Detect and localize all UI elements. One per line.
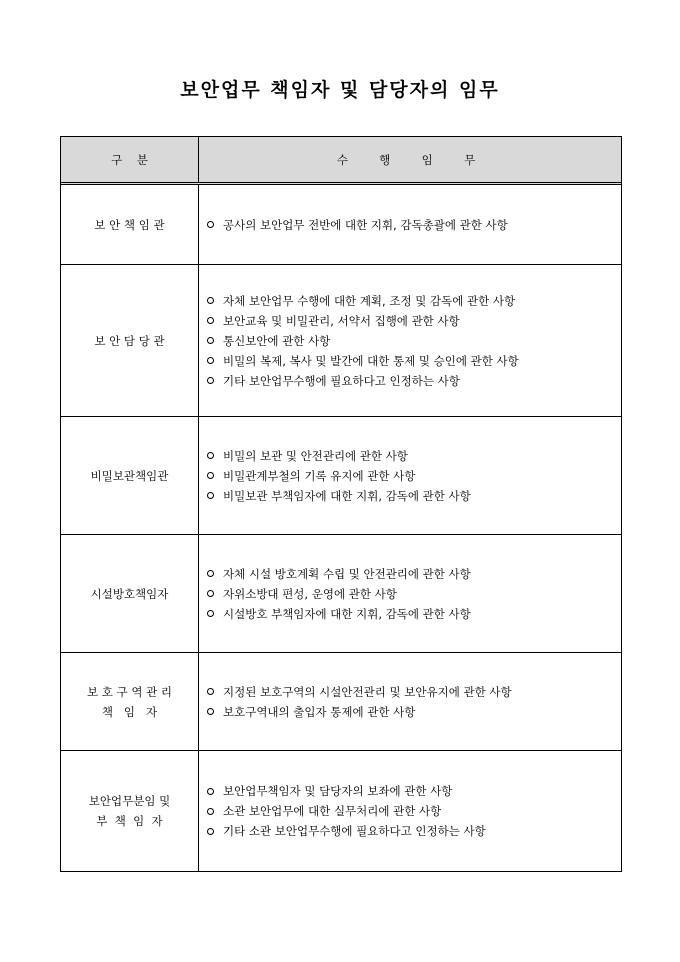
duty-item [207, 331, 621, 351]
row-duties [199, 751, 621, 871]
duty-text: 기타 소관 보안업무수행에 필요하다고 인정하는 사항 [223, 824, 486, 838]
duty-text: 지정된 보호구역의 시설안전관리 및 보안유지에 관한 사항 [223, 684, 512, 699]
circle-bullet-icon [207, 357, 214, 364]
row-category-label: 보안업무분임 및 [88, 794, 171, 808]
duty-item [207, 291, 621, 311]
duty-item [207, 215, 621, 235]
duty-item [207, 604, 621, 624]
circle-bullet-icon [207, 317, 214, 324]
row-category [61, 653, 199, 750]
row-duties [199, 653, 621, 750]
row-category [61, 535, 199, 652]
duty-text: 통신보안에 관한 사항 [223, 333, 331, 348]
row-category [61, 185, 199, 264]
circle-bullet-icon [207, 788, 214, 795]
header-duty-label: 수 행 임 무 [336, 152, 484, 167]
row-duties [199, 185, 621, 264]
table-row [61, 265, 621, 417]
row-category-label: 비밀보관책임관 [90, 468, 169, 483]
duty-item [207, 781, 621, 801]
row-category [61, 751, 199, 871]
row-category-label: 책 임 자 [101, 704, 158, 719]
duty-item [207, 702, 621, 722]
duty-item [207, 446, 621, 466]
duty-text: 보안교육 및 비밀관리, 서약서 집행에 관한 사항 [223, 313, 460, 328]
table-row [61, 535, 621, 653]
row-category-lines [91, 584, 169, 604]
table-row [61, 417, 621, 535]
table-row [61, 185, 621, 265]
row-category-lines [91, 466, 169, 486]
duty-item [207, 466, 621, 486]
row-category-lines [89, 791, 170, 831]
duty-item [207, 564, 621, 584]
row-category-label: 부 책 임 자 [96, 814, 163, 828]
circle-bullet-icon [207, 221, 214, 228]
duty-table [60, 136, 622, 872]
header-category [61, 137, 199, 182]
circle-bullet-icon [207, 590, 214, 597]
table-header-row [61, 137, 621, 185]
duty-text: 기타 보안업무수행에 필요하다고 인정하는 사항 [223, 373, 460, 388]
duty-item [207, 311, 621, 331]
duty-text: 공사의 보안업무 전반에 대한 지휘, 감독총괄에 관한 사항 [223, 217, 508, 232]
circle-bullet-icon [207, 452, 214, 459]
circle-bullet-icon [207, 492, 214, 499]
duty-text: 자체 보안업무 수행에 대한 계획, 조정 및 감독에 관한 사항 [223, 293, 516, 308]
duty-text: 비밀관계부철의 기록 유지에 관한 사항 [223, 468, 416, 483]
table-body [61, 185, 621, 871]
header-duty [199, 137, 621, 182]
duty-item [207, 821, 621, 841]
duty-item [207, 371, 621, 391]
row-duties [199, 265, 621, 416]
circle-bullet-icon [207, 297, 214, 304]
duty-text: 보안업무책임자 및 담당자의 보좌에 관한 사항 [223, 784, 453, 798]
duty-text: 소관 보안업무에 대한 실무처리에 관한 사항 [223, 804, 442, 818]
circle-bullet-icon [207, 708, 214, 715]
row-duties [199, 417, 621, 534]
duty-item [207, 801, 621, 821]
row-category-label: 시설방호책임자 [90, 586, 169, 601]
table-row [61, 751, 621, 871]
duty-text: 비밀보관 부책임자에 대한 지휘, 감독에 관한 사항 [223, 488, 471, 503]
circle-bullet-icon [207, 377, 214, 384]
duty-text: 자위소방대 편성, 운영에 관한 사항 [223, 586, 397, 601]
duty-text: 시설방호 부책임자에 대한 지휘, 감독에 관한 사항 [223, 606, 471, 621]
circle-bullet-icon [207, 570, 214, 577]
row-category-label: 보 호 구 역 관 리 [87, 684, 172, 699]
duty-text: 비밀의 복제, 복사 및 발간에 대한 통제 및 승인에 관한 사항 [223, 353, 519, 368]
circle-bullet-icon [207, 337, 214, 344]
row-category [61, 417, 199, 534]
duty-text: 자체 시설 방호계획 수립 및 안전관리에 관한 사항 [223, 566, 471, 581]
circle-bullet-icon [207, 472, 214, 479]
duty-text: 비밀의 보관 및 안전관리에 관한 사항 [223, 448, 408, 463]
duty-item [207, 351, 621, 371]
duty-item [207, 682, 621, 702]
table-row [61, 653, 621, 751]
duty-item [207, 584, 621, 604]
row-category-lines [94, 215, 164, 235]
row-category-lines [94, 331, 164, 351]
row-category-label: 보 안 책 임 관 [94, 217, 165, 232]
circle-bullet-icon [207, 828, 214, 835]
circle-bullet-icon [207, 808, 214, 815]
duty-item [207, 486, 621, 506]
row-category-lines [87, 682, 172, 722]
circle-bullet-icon [207, 610, 214, 617]
circle-bullet-icon [207, 688, 214, 695]
page-title: 보안업무 책임자 및 담당자의 임무 [180, 79, 500, 101]
header-category-label: 구 분 [111, 152, 148, 167]
duty-text: 보호구역내의 출입자 통제에 관한 사항 [223, 704, 416, 719]
row-category [61, 265, 199, 416]
row-category-label: 보 안 담 당 관 [94, 333, 165, 348]
row-duties [199, 535, 621, 652]
